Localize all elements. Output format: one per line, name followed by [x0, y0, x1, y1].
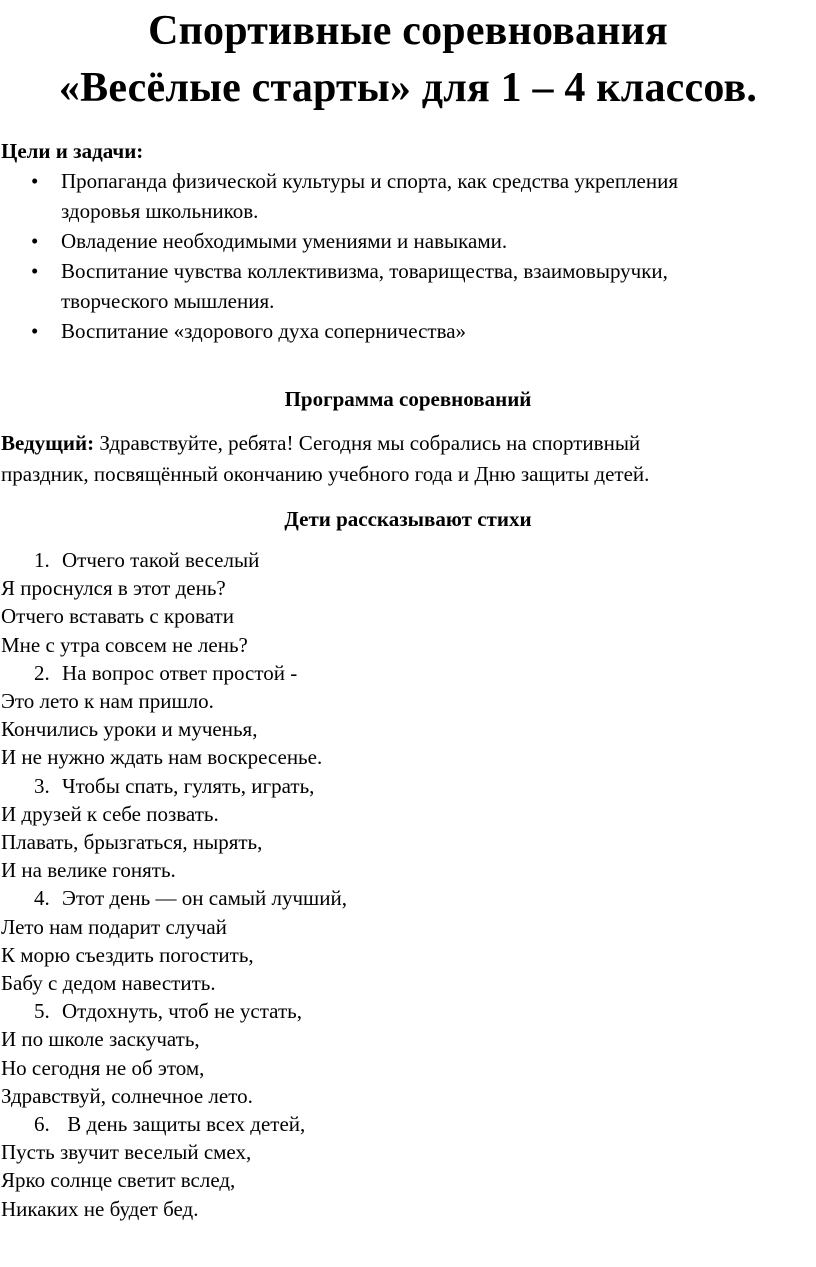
goal-text: Воспитание «здорового духа соперничества»	[61, 319, 467, 343]
poem-line: Никаких не будет бед.	[1, 1196, 199, 1221]
bullet-icon: •	[31, 259, 39, 283]
poem-stanza-first-line	[1, 772, 801, 800]
poem-line: Я проснулся в этот день?	[1, 576, 226, 601]
program-heading: Программа соревнований	[284, 387, 532, 411]
poem-line: Но сегодня не об этом,	[1, 1055, 205, 1080]
poem-line: Отчего такой веселый	[62, 548, 260, 572]
poem-line: Здравствуй, солнечное лето.	[1, 1083, 253, 1108]
goal-text: Воспитание чувства коллективизма, товарищества, взаимовыручки,	[61, 259, 668, 283]
poem-line: Это лето к нам пришло.	[1, 689, 214, 714]
poem-line: Пусть звучит веселый смех,	[1, 1140, 252, 1165]
host-line-1	[1, 428, 801, 459]
goal-text-continued: творческого мышления.	[61, 289, 275, 313]
goal-item	[0, 166, 800, 226]
poem-stanza-first-line	[1, 997, 801, 1025]
stanza-number: 2.	[34, 660, 50, 685]
poem-stanza-first-line	[1, 1110, 801, 1138]
title-line-1: Спортивные соревнования	[148, 8, 668, 54]
poem-line: Отдохнуть, чтоб не устать,	[62, 999, 302, 1024]
poem-line: Бабу с дедом навестить.	[1, 971, 216, 996]
poem-stanza-first-line	[1, 884, 801, 912]
host-paragraph	[1, 428, 801, 490]
document-title	[0, 0, 816, 117]
goal-item	[0, 256, 800, 316]
poem-line: Мне с утра совсем не лень?	[1, 632, 248, 657]
poem-line: Лето нам подарит случай	[1, 914, 227, 939]
bullet-icon: •	[31, 319, 39, 343]
goal-text-continued: здоровья школьников.	[61, 199, 259, 223]
stanza-number: 1.	[34, 548, 50, 572]
stanza-number: 4.	[34, 886, 50, 911]
goals-heading: Цели и задачи:	[1, 139, 144, 163]
poem-line: К морю съездить погостить,	[1, 942, 254, 967]
poems-heading: Дети рассказывают стихи	[284, 507, 532, 531]
poem-line: И на велике гонять.	[1, 858, 176, 883]
host-text-1: Здравствуйте, ребята! Сегодня мы собрались на спортивный	[94, 431, 641, 455]
poem-line: В день защиты всех детей,	[62, 1112, 306, 1137]
goals-list	[0, 166, 800, 346]
goal-text: Овладение необходимыми умениями и навыками.	[61, 229, 508, 253]
stanza-number: 3.	[34, 773, 50, 798]
bullet-icon: •	[31, 229, 39, 253]
goal-item	[0, 316, 800, 346]
poem-line: Кончились уроки и мученья,	[1, 717, 258, 742]
poem-line: И по школе заскучать,	[1, 1027, 200, 1052]
goal-item	[0, 226, 800, 256]
poem-line: Отчего вставать с кровати	[1, 604, 234, 629]
stanza-number: 5.	[34, 999, 50, 1024]
stanza-number: 6.	[34, 1112, 50, 1137]
title-line-2: «Весёлые старты» для 1 – 4 классов.	[58, 65, 758, 111]
poem-line: Ярко солнце светит вслед,	[1, 1168, 236, 1193]
host-line-2: праздник, посвящённый окончанию учебного года и Дню защиты детей.	[1, 462, 650, 486]
poem-stanza-first-line	[1, 659, 801, 687]
poem-line: Чтобы спать, гулять, играть,	[62, 773, 315, 798]
goal-text: Пропаганда физической культуры и спорта, как средства укрепления	[61, 169, 679, 193]
poem-line: И не нужно ждать нам воскресенье.	[1, 745, 323, 770]
poems-block	[1, 546, 801, 1223]
bullet-icon: •	[31, 169, 39, 193]
poem-stanza-first-line	[1, 546, 801, 574]
poem-line: Плавать, брызгаться, нырять,	[1, 830, 263, 855]
poem-line: На вопрос ответ простой -	[62, 660, 298, 685]
poem-line: И друзей к себе позвать.	[1, 801, 219, 826]
poem-line: Этот день — он самый лучший,	[62, 886, 347, 911]
host-label: Ведущий:	[1, 431, 95, 455]
